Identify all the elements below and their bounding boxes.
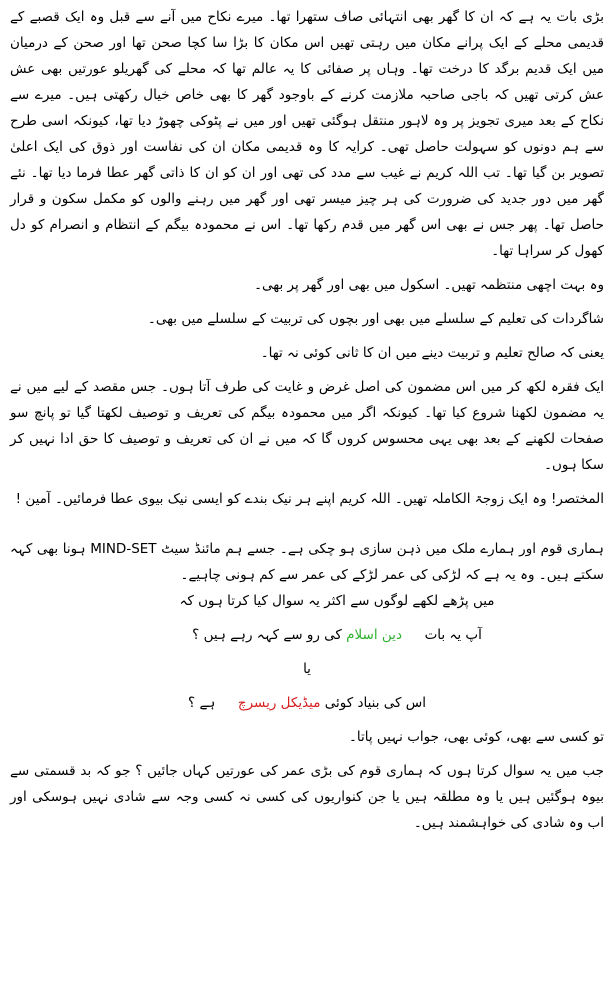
spacer bbox=[10, 366, 604, 374]
spacer bbox=[10, 750, 604, 758]
question1-start: آپ یہ بات bbox=[424, 627, 482, 643]
highlight-medical-research: میڈیکل ریسرچ bbox=[237, 695, 321, 711]
spacer bbox=[10, 332, 604, 340]
question1-end: کی رو سے کہہ رہے ہیں ؟ bbox=[192, 627, 342, 643]
paragraph-students-training: شاگردات کی تعلیم کے سلسلے میں بھی اور بچوں کی تربیت کے سلسلے میں بھی۔ bbox=[147, 311, 604, 327]
spacer bbox=[10, 682, 604, 690]
paragraph-purpose: ایک فقرہ لکھ کر میں اس مضمون کی اصل غرض و غایت کی طرف آتا ہوں۔ جس مقصد کے لیے میں نے یہ مضمون لکھنا شروع کیا تھا۔ کیونکہ اگر میں محمودہ بیگم کی تعریف و توصیف لکھتا گیا تو پانچ سو صفحات لکھنے کے بعد بھی یہی محسوس کروں گا کہ میں نے ان کی تعریف و توصیف کا حق ادا نہیں کر سکا ہوں۔ bbox=[10, 379, 604, 473]
question-intro: میں پڑھے لکھے لوگوں سے اکثر یہ سوال کیا کرتا ہوں کہ bbox=[179, 593, 495, 609]
spacer bbox=[10, 512, 604, 536]
paragraph-mind-set bbox=[10, 536, 604, 588]
paragraph-home-description: بڑی بات یہ ہے کہ ان کا گھر بھی انتہائی صاف ستھرا تھا۔ میرے نکاح میں آنے سے قبل وہ ایک قصبے کے قدیمی محلے کے ایک پرانے مکان میں رہتی تھیں اس مکان کا بڑا سا کچا صحن تھا اور صحن کے درمیان میں ایک قدیم برگد کا درخت تھا۔ وہاں پر صفائی کا یہ عالم تھا کہ محلے کی گھریلو عورتیں بھی عش عش کرتی تھیں کہ باجی صاحبہ ملازمت کرنے کے باوجود گھر کا بھی خاص خیال رکھتی ہیں۔ میرے سے نکاح کے بعد میری تجویز پر وہ لاہور منتقل ہوگئی تھیں اور میں نے پٹوکی چھوڑ دیا تھا، کیونکہ اسی طرح سے ہم دونوں کو سہولت حاصل تھی۔ کرایہ کا وہ قدیمی مکان ان کی نفاست اور ذوق کی ایک اعلیٰ تصویر بن گیا تھا۔ تب اللہ کریم نے غیب سے مدد کی تھی اور ان کو ان کا ذاتی گھر عطا فرما دیا تھا۔ نئے گھر میں دور جدید کی ضرورت کی ہر چیز میسر تھی اور گھر میں رہنے والوں کو مکمل سکون و قرار حاصل تھا۔ پھر جس نے بھی اس گھر میں قدم رکھا تھا۔ اس نے محمودہ بیگم کے انتظام و انصرام کو دل کھول کر سراہا تھا۔ bbox=[10, 9, 604, 259]
paragraph-no-answer: تو کسی سے بھی، کوئی بھی، جواب نہیں پاتا۔ bbox=[348, 729, 604, 745]
spacer bbox=[10, 716, 604, 724]
question2-end: ہے ؟ bbox=[187, 695, 216, 711]
spacer bbox=[10, 648, 604, 656]
paragraph-older-women: جب میں یہ سوال کرتا ہوں کہ ہماری قوم کی بڑی عمر کی عورتیں کہاں جائیں ؟ جو کہ بد قسمتی سے بیوہ ہوگئیں ہیں یا وہ مطلقہ ہیں یا جن کنواریوں کی کسی نہ کسی وجہ سے شادی نہیں ہوسکی اور اب وہ شادی کی خواہشمند ہیں۔ bbox=[10, 763, 604, 831]
spacer bbox=[10, 298, 604, 306]
paragraph-good-manager: وہ بہت اچھی منتظمہ تھیں۔ اسکول میں بھی اور گھر پر بھی۔ bbox=[254, 277, 604, 293]
mind-set-english: MIND-SET bbox=[90, 541, 157, 557]
spacer bbox=[10, 264, 604, 272]
paragraph-no-equal: یعنی کہ صالح تعلیم و تربیت دینے میں ان کا ثانی کوئی نہ تھا۔ bbox=[260, 345, 604, 361]
question-medical bbox=[10, 690, 604, 716]
or-word: یا bbox=[303, 661, 311, 677]
question-religion bbox=[10, 622, 604, 648]
spacer bbox=[10, 614, 604, 622]
mind-set-text-start: ہماری قوم اور ہمارے ملک میں ذہن سازی ہو چکی ہے۔ جسے ہم مائنڈ سیٹ bbox=[161, 541, 604, 557]
highlight-deen-islam: دین اسلام bbox=[346, 627, 402, 643]
paragraph-summary: المختصر! وہ ایک زوجۃ الکاملہ تھیں۔ اللہ کریم اپنے ہر نیک بندے کو ایسی نیک بیوی عطا فرمائیں۔ آمین ! bbox=[15, 491, 604, 507]
question2-start: اس کی بنیاد کوئی bbox=[324, 695, 426, 711]
spacer bbox=[10, 478, 604, 486]
mind-set-text-end: ہونا بھی کہہ سکتے ہیں۔ وہ یہ ہے کہ لڑکی کی عمر لڑکے کی عمر سے کم ہونی چاہیے۔ bbox=[10, 541, 604, 583]
